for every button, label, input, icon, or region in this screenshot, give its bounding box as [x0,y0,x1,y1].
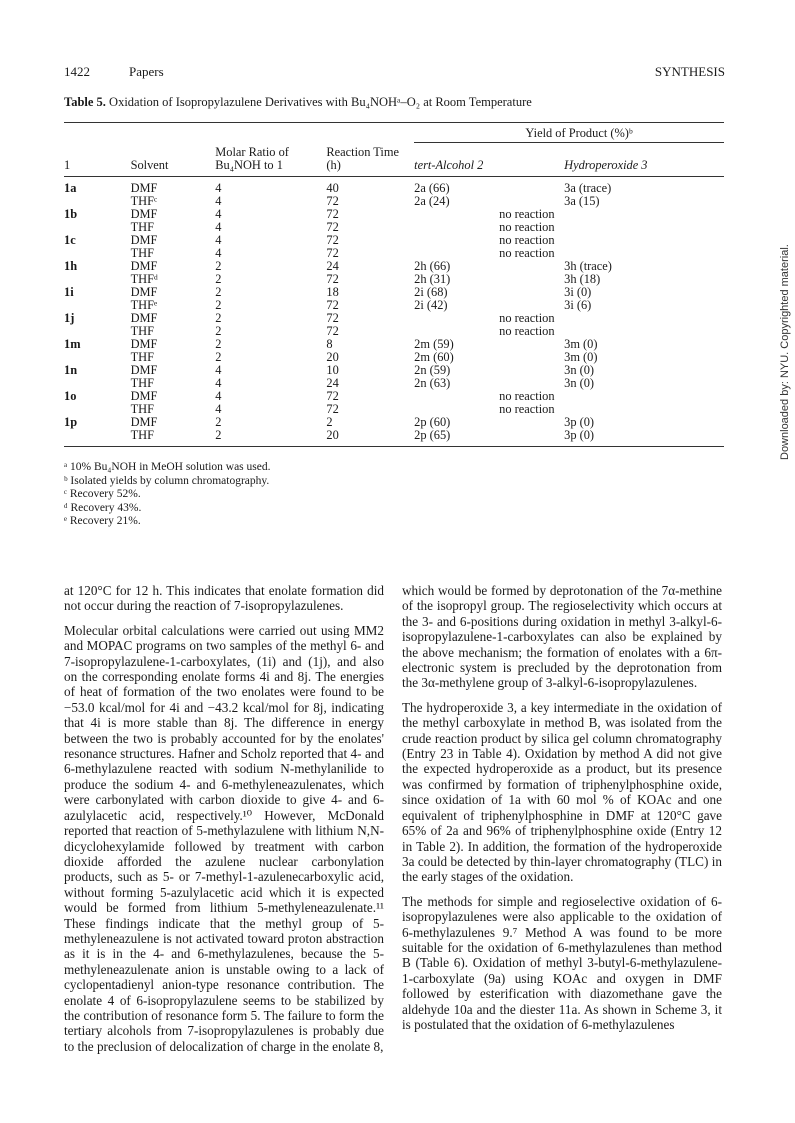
cell-hydroperoxide: 3m (0) [564,349,598,364]
cell-hydroperoxide: 3m (0) [564,336,598,351]
cell-compound [64,299,131,312]
cell-hydroperoxide: 3a (trace) [564,180,612,195]
cell-ratio: 4 [215,219,222,234]
cell-solvent: THFᵉ [130,297,158,312]
table-caption-text: Oxidation of Isopropylazulene Derivatives with Bu₄NOHᵃ–O₂ at Room Temperature [109,95,532,109]
col-header-alcohol: tert-Alcohol 2 [414,157,484,172]
cell-solvent: DMF [130,180,158,195]
table-row [64,208,724,221]
table-row [64,403,724,416]
cell-alcohol: 2a (24) [414,193,450,208]
cell-ratio: 2 [215,349,222,364]
cell-no-reaction: no reaction [499,388,555,403]
cell-time: 72 [326,323,339,338]
cell-time: 72 [326,206,339,221]
footnote-e: ᵉ Recovery 21%. [64,515,141,527]
footnote-a: ᵃ 10% Bu₄NOH in MeOH solution was used. [64,461,271,473]
cell-hydroperoxide: 3i (6) [564,297,592,312]
cell-hydroperoxide: 3a (15) [564,193,600,208]
cell-hydroperoxide: 3n (0) [564,362,595,377]
cell-compound [64,247,131,260]
table-row [64,325,724,338]
table-row [64,221,724,234]
cell-no-reaction: no reaction [499,206,555,221]
cell-ratio: 4 [215,206,222,221]
cell-solvent: THF [130,401,154,416]
table-caption-label: Table 5. [64,95,106,109]
cell-solvent: THF [130,427,154,442]
cell-compound: 1o [64,388,77,403]
cell-compound: 1i [64,284,74,299]
page-number: 1422 [64,64,90,79]
table-row [64,286,724,299]
cell-solvent: DMF [130,336,158,351]
cell-compound [64,403,131,416]
cell-compound: 1p [64,414,78,429]
cell-time: 72 [326,388,339,403]
cell-ratio: 2 [215,271,222,286]
cell-solvent: THF [130,375,154,390]
cell-compound [64,221,131,234]
cell-hydroperoxide: 3p (0) [564,414,595,429]
table-caption [64,95,532,110]
cell-solvent: THF [130,349,154,364]
table-row [64,390,724,403]
col-header-compound: 1 [64,157,71,172]
footnote-c: ᶜ Recovery 52%. [64,488,141,500]
cell-compound: 1m [64,336,81,351]
cell-ratio: 4 [215,180,222,195]
table-row [64,429,724,442]
cell-time: 24 [326,375,339,390]
cell-hydroperoxide: 3p (0) [564,427,595,442]
cell-time: 72 [326,193,339,208]
table-row [64,182,724,195]
cell-alcohol: 2m (60) [414,349,454,364]
cell-no-reaction: no reaction [499,245,555,260]
yield-group-header: Yield of Product (%)ᵇ [414,127,724,143]
cell-no-reaction: no reaction [499,323,555,338]
paragraph: at 120°C for 12 h. This indicates that enolate formation did not occur during the reaction of 7-isopropylazulenes. [64,583,384,614]
table-row [64,260,724,273]
cell-ratio: 2 [215,323,222,338]
cell-alcohol: 2p (60) [414,414,451,429]
cell-compound: 1n [64,362,78,377]
cell-time: 18 [326,284,339,299]
cell-time: 24 [326,258,339,273]
cell-ratio: 2 [215,297,222,312]
cell-compound: 1j [64,310,75,325]
cell-solvent: DMF [130,388,158,403]
table-row [64,364,724,377]
footnote-b: ᵇ Isolated yields by column chromatography. [64,474,270,487]
right-column [402,583,722,1041]
table-row [64,273,724,286]
cell-alcohol: 2n (59) [414,362,451,377]
download-notice-text: Downloaded by: NYU. Copyrighted material. [779,244,791,460]
cell-ratio: 4 [215,388,222,403]
cell-alcohol: 2n (63) [414,375,451,390]
table-row [64,377,724,390]
cell-alcohol: 2h (31) [414,271,451,286]
cell-time: 72 [326,297,339,312]
table-row [64,338,724,351]
cell-time: 72 [326,271,339,286]
cell-hydroperoxide: 3h (18) [564,271,601,286]
table-row [64,312,724,325]
paragraph: The hydroperoxide 3, a key intermediate in the oxidation of the methyl carboxylate in method B, was isolated from the crude reaction product by silica gel column chromatography (Entry 23 in Table 4). Oxidation by method A did not give the expected hydroperoxide as a product, but its presence was confirmed by formation of triphenylphosphine oxide, since oxidation of 1a with 60 mol % of KOAc and one equivalent of triphenylphosphine in DMF at 120°C gave 65% of 2a and 96% of triphenylphosphine oxide (Entry 12 in Table 2). In addition, the formation of the hydroperoxide 3a could be detected by thin-layer chromatography (TLC) in the early stages of the oxidation. [402,699,722,885]
table-row [64,299,724,312]
cell-time: 40 [326,180,339,195]
cell-ratio: 2 [215,414,222,429]
cell-solvent: DMF [130,206,158,221]
cell-no-reaction: no reaction [499,219,555,234]
paragraph: Molecular orbital calculations were carried out using MM2 and MOPAC programs on two samples of the methyl 6- and 7-isopropylazulene-1-carboxylates, (1i) and (1j), and also on the corresponding enolate forms 4i and 8j. The energies of heat of formation of the two enolates were found to be −53.0 kcal/mol for 4i and −43.2 kcal/mol for 8j, indicating that 4i is more stable than 8j. The difference in energy between the two is probably accounted for by the enolates' resonance structures. Hafner and Scholz reported that 4- and 6-methylazulene reacted with sodium N-methylanilide to produce the sodium 4- and 6-methyleneazulenates, which were carbonylated with carbon dioxide to give 4- and 6-azulylacetic acid, respectively.¹⁰ However, McDonald reported that reaction of 5-methylazulene with lithium N,N-dicyclohexylamide followed by treatment with carbon dioxide afforded the azulene nuclear carbonylation products, such as 5- or 7-methyl-1-azulenecarboxylic acid, without forming 5-azulylacetic acid which it is expected would be formed from lithium 5-methyleneazulenate.¹¹ These findings indicate that the methyl group of 5-methyleneazulene is not activated toward proton abstraction as it is in the 4- and 6-methylazulenes, because the 5-methyleneazulenate anion is unstable owing to a lack of cyclopentadienyl anion-type resonance contribution. The enolate 4 of 6-isopropylazulene seems to be stabilized by the contribution of resonance form 5. The failure to form the tertiary alcohols from 7-isopropylazulenes is probably due to the preclusion of delocalization of charge in the enolate 8, [64,622,384,1054]
table-row [64,247,724,260]
cell-solvent: THFᵈ [130,271,158,286]
cell-solvent: THF [130,245,154,260]
cell-ratio: 4 [215,245,222,260]
cell-compound [64,377,131,390]
cell-ratio: 4 [215,401,222,416]
cell-compound: 1a [64,180,77,195]
cell-ratio: 4 [215,232,222,247]
cell-ratio: 2 [215,284,222,299]
cell-alcohol: 2p (65) [414,427,451,442]
cell-compound [64,273,131,286]
cell-solvent: DMF [130,362,158,377]
cell-solvent: THF [130,219,154,234]
cell-time: 2 [326,414,333,429]
cell-solvent: THF [130,323,154,338]
cell-alcohol: 2i (68) [414,284,448,299]
section-name: Papers [129,64,164,79]
cell-time: 72 [326,219,339,234]
cell-alcohol: 2h (66) [414,258,451,273]
table-row [64,234,724,247]
cell-time: 72 [326,232,339,247]
col-header-time: Reaction Time (h) [326,144,400,172]
table-footnotes [64,461,270,529]
cell-alcohol: 2a (66) [414,180,450,195]
cell-no-reaction: no reaction [499,401,555,416]
cell-solvent: DMF [130,414,158,429]
cell-compound [64,429,131,442]
cell-solvent: DMF [130,258,158,273]
cell-time: 72 [326,245,339,260]
cell-ratio: 4 [215,193,222,208]
cell-solvent: DMF [130,232,158,247]
cell-solvent: DMF [130,284,158,299]
journal-name: SYNTHESIS [654,64,725,79]
cell-compound [64,351,131,364]
left-column [64,583,384,1063]
cell-time: 8 [326,336,333,351]
col-header-solvent: Solvent [130,157,169,172]
cell-ratio: 2 [215,258,222,273]
col-header-ratio: Molar Ratio of Bu₄NOH to 1 [215,144,289,172]
cell-compound: 1h [64,258,78,273]
cell-alcohol: 2m (59) [414,336,454,351]
cell-alcohol: 2i (42) [414,297,448,312]
cell-compound: 1b [64,206,78,221]
table-row [64,195,724,208]
footnote-d: ᵈ Recovery 43%. [64,501,142,514]
table-row [64,351,724,364]
cell-ratio: 2 [215,427,222,442]
cell-no-reaction: no reaction [499,310,555,325]
paragraph: The methods for simple and regioselective oxidation of 6-isopropylazulenes were also applicable to the oxidation of 6-methylazulenes 9.⁷ Method A was found to be more suitable for the oxidation of 6-methylazulenes than method B (Table 6). Oxidation of methyl 3-butyl-6-methylazulene-1-carboxylate (9a) using KOAc and oxygen in DMF followed by esterification with diazomethane gave the aldehyde 10a and the diester 11a. As shown in Scheme 3, it is postulated that the oxidation of 6-methylazulenes [402,893,722,1032]
table-row [64,416,724,429]
cell-ratio: 4 [215,362,222,377]
cell-ratio: 2 [215,310,222,325]
cell-hydroperoxide: 3h (trace) [564,258,612,273]
cell-time: 10 [326,362,339,377]
cell-hydroperoxide: 3i (0) [564,284,592,299]
cell-time: 20 [326,349,339,364]
cell-compound: 1c [64,232,76,247]
cell-compound [64,195,131,208]
cell-ratio: 2 [215,336,222,351]
cell-ratio: 4 [215,375,222,390]
col-header-hydroperoxide: Hydroperoxide 3 [564,157,648,172]
cell-solvent: THFᶜ [130,193,158,208]
cell-time: 72 [326,401,339,416]
cell-time: 20 [326,427,339,442]
cell-time: 72 [326,310,339,325]
cell-hydroperoxide: 3n (0) [564,375,595,390]
paragraph: which would be formed by deprotonation of the 7α-methine of the isopropyl group. The regioselectivity which occurs at the 3- and 6-positions during oxidation in methyl 3-alkyl-6-isopropylazulene-1-carboxylates can also be explained by the above mechanism; the formation of enolates with a 6π-electronic system is precluded by the deprotonation from the 3α-methylene group of 3-alkyl-6-isopropylazulenes. [402,583,722,691]
results-table [64,122,724,447]
cell-compound [64,325,131,338]
cell-no-reaction: no reaction [499,232,555,247]
cell-solvent: DMF [130,310,158,325]
